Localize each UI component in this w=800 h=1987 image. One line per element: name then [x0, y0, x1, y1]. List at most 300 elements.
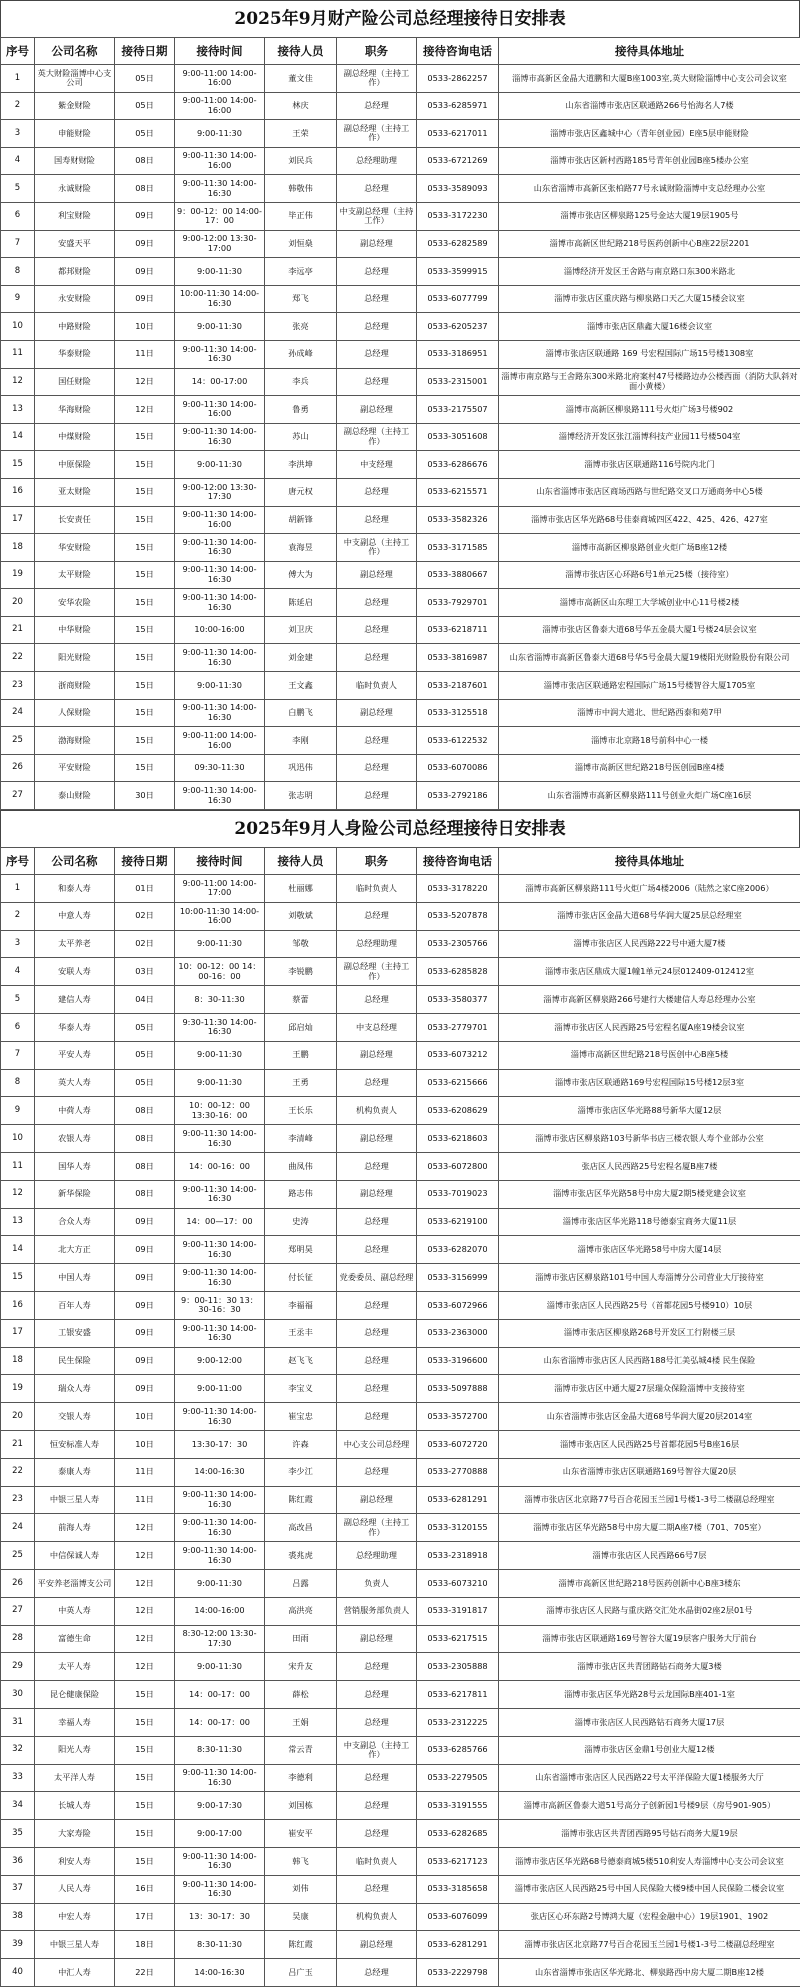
cell-phone: 0533-2187601	[417, 672, 499, 700]
cell-date: 15日	[115, 699, 175, 727]
cell-seq: 28	[1, 1625, 35, 1653]
cell-date: 05日	[115, 1069, 175, 1097]
table-row	[1, 313, 800, 341]
cell-seq: 24	[1, 699, 35, 727]
cell-position: 副总经理	[337, 1625, 417, 1653]
cell-address: 山东省淄博市张店区商场西路与世纪路交叉口万通商务中心5楼	[499, 478, 800, 506]
table-row	[1, 1736, 800, 1764]
cell-phone: 0533-6282589	[417, 230, 499, 258]
cell-time: 9:00-11:30 14:00-16:30	[175, 1403, 265, 1431]
cell-phone: 0533-3171585	[417, 534, 499, 562]
table-row	[1, 1014, 800, 1042]
column-header-position: 职务	[337, 848, 417, 875]
cell-date: 05日	[115, 1041, 175, 1069]
table-row	[1, 1041, 800, 1069]
cell-time: 9:00-11:30 14:00-16:30	[175, 1514, 265, 1542]
cell-phone: 0533-3172230	[417, 202, 499, 230]
cell-receiver: 白鹏飞	[265, 699, 337, 727]
cell-address: 淄博市张店区鼎成大厦1幢1单元24层012409-012412室	[499, 958, 800, 986]
cell-seq: 9	[1, 1097, 35, 1125]
cell-date: 16日	[115, 1875, 175, 1903]
cell-address: 淄博市高新区柳泉路266号建行大楼建信人寿总经理办公室	[499, 986, 800, 1014]
cell-date: 08日	[115, 147, 175, 175]
cell-time: 9:00-11:30	[175, 1653, 265, 1681]
table-row	[1, 478, 800, 506]
cell-time: 9:00-11:30 14:00-16:30	[175, 1486, 265, 1514]
table-row	[1, 285, 800, 313]
cell-phone: 0533-3589093	[417, 175, 499, 203]
table-row	[1, 1097, 800, 1125]
cell-position: 总经理	[337, 1403, 417, 1431]
cell-seq: 3	[1, 930, 35, 958]
cell-time: 14:00-16:30	[175, 1458, 265, 1486]
cell-company: 申能财险	[35, 120, 115, 148]
cell-phone: 0533-3191555	[417, 1792, 499, 1820]
cell-company: 前海人寿	[35, 1514, 115, 1542]
cell-company: 国任财险	[35, 368, 115, 396]
cell-address: 淄博市张店区柳泉路125号金达大厦19层1905号	[499, 202, 800, 230]
cell-phone: 0533-6208629	[417, 1097, 499, 1125]
cell-receiver: 吴康	[265, 1903, 337, 1931]
cell-seq: 10	[1, 1125, 35, 1153]
cell-phone: 0533-6215666	[417, 1069, 499, 1097]
cell-date: 15日	[115, 1708, 175, 1736]
cell-phone: 0533-6217011	[417, 120, 499, 148]
cell-receiver: 宋升友	[265, 1653, 337, 1681]
cell-position: 总经理	[337, 258, 417, 286]
cell-date: 15日	[115, 1792, 175, 1820]
table-row	[1, 506, 800, 534]
cell-phone: 0533-3580377	[417, 986, 499, 1014]
cell-date: 03日	[115, 958, 175, 986]
cell-company: 农银人寿	[35, 1125, 115, 1153]
column-header-company: 公司名称	[35, 38, 115, 65]
cell-receiver: 常云青	[265, 1736, 337, 1764]
cell-phone: 0533-3880667	[417, 561, 499, 589]
cell-address: 淄博市张店区人民西路25号中国人民保险大楼9楼中国人民保险二楼会议室	[499, 1875, 800, 1903]
cell-address: 淄博市高新区鲁泰大道51号高分子创新园1号楼9层（房号901-905）	[499, 1792, 800, 1820]
cell-receiver: 李宝义	[265, 1375, 337, 1403]
cell-time: 14：00-17:00	[175, 368, 265, 396]
cell-receiver: 韩敬伟	[265, 175, 337, 203]
cell-company: 中银三星人寿	[35, 1486, 115, 1514]
table-row	[1, 258, 800, 286]
cell-position: 临时负责人	[337, 875, 417, 903]
cell-seq: 15	[1, 1264, 35, 1292]
cell-seq: 18	[1, 534, 35, 562]
cell-seq: 2	[1, 902, 35, 930]
cell-date: 15日	[115, 1847, 175, 1875]
cell-seq: 1	[1, 65, 35, 93]
cell-address: 淄博市北京路18号前科中心一楼	[499, 727, 800, 755]
cell-position: 总经理	[337, 902, 417, 930]
cell-seq: 2	[1, 92, 35, 120]
life-table	[0, 847, 800, 1987]
cell-receiver: 吕广玉	[265, 1959, 337, 1987]
cell-company: 中荷人寿	[35, 1097, 115, 1125]
cell-seq: 8	[1, 258, 35, 286]
cell-time: 9:00-11:30 14:00-16:30	[175, 644, 265, 672]
cell-phone: 0533-3582326	[417, 506, 499, 534]
cell-company: 永安财险	[35, 285, 115, 313]
cell-company: 太平养老	[35, 930, 115, 958]
cell-receiver: 毕正伟	[265, 202, 337, 230]
cell-company: 华泰人寿	[35, 1014, 115, 1042]
cell-address: 淄博市张店区人民西路222号中通大厦7楼	[499, 930, 800, 958]
cell-time: 9:00-11:30 14:00-16:00	[175, 396, 265, 424]
cell-receiver: 刘民兵	[265, 147, 337, 175]
cell-company: 亚太财险	[35, 478, 115, 506]
cell-company: 利宝财险	[35, 202, 115, 230]
cell-date: 12日	[115, 368, 175, 396]
cell-position: 副总经理	[337, 1931, 417, 1959]
cell-address: 淄博市张店区重庆路与柳泉路口天乙大厦15楼会议室	[499, 285, 800, 313]
table-row	[1, 1430, 800, 1458]
cell-time: 9:00-11:00 14:00-17:00	[175, 875, 265, 903]
table-row	[1, 1125, 800, 1153]
cell-seq: 7	[1, 230, 35, 258]
cell-seq: 23	[1, 672, 35, 700]
table-row	[1, 423, 800, 451]
cell-phone: 0533-2305888	[417, 1653, 499, 1681]
property-table	[0, 37, 800, 810]
cell-receiver: 李福福	[265, 1291, 337, 1319]
cell-date: 05日	[115, 1014, 175, 1042]
cell-time: 9:00-11:30	[175, 930, 265, 958]
table-row	[1, 1708, 800, 1736]
cell-address: 淄博市张店区人民西路25号（首都花园5号楼910）10层	[499, 1291, 800, 1319]
cell-company: 中华财险	[35, 616, 115, 644]
cell-date: 08日	[115, 175, 175, 203]
cell-time: 14：00—17：00	[175, 1208, 265, 1236]
cell-time: 9:00-11:30 14:00-16:30	[175, 1236, 265, 1264]
cell-address: 山东省淄博市张店区人民西路22号太平洋保险大厦1楼服务大厅	[499, 1764, 800, 1792]
cell-address: 淄博市高新区金晶大道鹏和大厦B座1003室,英大财险淄博中心支公司会议室	[499, 65, 800, 93]
cell-position: 中心支公司总经理	[337, 1430, 417, 1458]
cell-phone: 0533-7019023	[417, 1180, 499, 1208]
cell-seq: 4	[1, 958, 35, 986]
cell-position: 总经理	[337, 1875, 417, 1903]
cell-time: 9:00-12:00 13:30-17:30	[175, 478, 265, 506]
table-row	[1, 1931, 800, 1959]
cell-date: 15日	[115, 672, 175, 700]
table-row	[1, 1458, 800, 1486]
cell-address: 淄博市高新区世纪路218号医创园B座4楼	[499, 754, 800, 782]
cell-company: 太平财险	[35, 561, 115, 589]
cell-receiver: 李锐鹏	[265, 958, 337, 986]
cell-position: 总经理助理	[337, 1542, 417, 1570]
cell-time: 9:00-11:00 14:00-16:00	[175, 727, 265, 755]
life-table-title: 2025年9月人身险公司总经理接待日安排表	[0, 810, 800, 847]
cell-company: 英大财险淄博中心支公司	[35, 65, 115, 93]
cell-position: 总经理	[337, 285, 417, 313]
cell-time: 9:00-11:30 14:00-16:30	[175, 699, 265, 727]
cell-phone: 0533-3196600	[417, 1347, 499, 1375]
cell-company: 恒安标准人寿	[35, 1430, 115, 1458]
table-row	[1, 1236, 800, 1264]
column-header-address: 接待具体地址	[499, 848, 800, 875]
cell-receiver: 袁海昱	[265, 534, 337, 562]
table-row	[1, 65, 800, 93]
cell-date: 09日	[115, 1208, 175, 1236]
cell-time: 9:00-17:30	[175, 1792, 265, 1820]
cell-phone: 0533-6218711	[417, 616, 499, 644]
cell-address: 淄博市高新区柳泉路111号火炬广场3号楼902	[499, 396, 800, 424]
cell-seq: 9	[1, 285, 35, 313]
table-row	[1, 1069, 800, 1097]
cell-receiver: 刘金建	[265, 644, 337, 672]
cell-company: 永诚财险	[35, 175, 115, 203]
cell-seq: 31	[1, 1708, 35, 1736]
cell-seq: 6	[1, 1014, 35, 1042]
cell-position: 负责人	[337, 1569, 417, 1597]
cell-company: 英大人寿	[35, 1069, 115, 1097]
cell-seq: 7	[1, 1041, 35, 1069]
column-header-receiver: 接待人员	[265, 38, 337, 65]
table-row	[1, 782, 800, 810]
cell-seq: 3	[1, 120, 35, 148]
cell-position: 总经理	[337, 1375, 417, 1403]
cell-seq: 11	[1, 340, 35, 368]
cell-receiver: 李洪坤	[265, 451, 337, 479]
cell-receiver: 李刚	[265, 727, 337, 755]
cell-receiver: 鲁勇	[265, 396, 337, 424]
cell-receiver: 苏山	[265, 423, 337, 451]
cell-position: 中支总经理	[337, 1014, 417, 1042]
cell-seq: 6	[1, 202, 35, 230]
cell-position: 机构负责人	[337, 1903, 417, 1931]
cell-address: 淄博市张店区金晶大道68号华润大厦25层总经理室	[499, 902, 800, 930]
table-row	[1, 902, 800, 930]
cell-address: 山东省淄博市高新区张柏路77号永诚财险淄博中支总经理办公室	[499, 175, 800, 203]
cell-phone: 0533-2792186	[417, 782, 499, 810]
cell-seq: 12	[1, 368, 35, 396]
cell-date: 10日	[115, 1403, 175, 1431]
cell-date: 15日	[115, 1764, 175, 1792]
cell-position: 机构负责人	[337, 1097, 417, 1125]
cell-position: 临时负责人	[337, 1847, 417, 1875]
cell-receiver: 崔安平	[265, 1820, 337, 1848]
cell-position: 总经理	[337, 1069, 417, 1097]
cell-seq: 18	[1, 1347, 35, 1375]
cell-time: 9:00-11:30	[175, 672, 265, 700]
cell-seq: 24	[1, 1514, 35, 1542]
cell-receiver: 吕露	[265, 1569, 337, 1597]
property-section	[0, 0, 800, 810]
cell-time: 9:00-11:30 14:00-16:30	[175, 589, 265, 617]
table-row	[1, 120, 800, 148]
cell-address: 山东省淄博市张店区人民西路188号汇美弘城4楼 民生保险	[499, 1347, 800, 1375]
table-row	[1, 754, 800, 782]
cell-phone: 0533-3120155	[417, 1514, 499, 1542]
cell-receiver: 王丞丰	[265, 1319, 337, 1347]
cell-address: 淄博市张店区人民西路钻石商务大厦17层	[499, 1708, 800, 1736]
cell-company: 北大方正	[35, 1236, 115, 1264]
table-row	[1, 699, 800, 727]
cell-time: 9:00-17:00	[175, 1820, 265, 1848]
cell-date: 09日	[115, 1264, 175, 1292]
cell-date: 09日	[115, 285, 175, 313]
cell-company: 阳光财险	[35, 644, 115, 672]
cell-phone: 0533-6282685	[417, 1820, 499, 1848]
cell-address: 淄博市高新区柳泉路创业火炬广场B座12楼	[499, 534, 800, 562]
cell-phone: 0533-6282070	[417, 1236, 499, 1264]
table-row	[1, 230, 800, 258]
cell-company: 中英人寿	[35, 1597, 115, 1625]
cell-receiver: 郑明昊	[265, 1236, 337, 1264]
cell-seq: 10	[1, 313, 35, 341]
cell-seq: 25	[1, 1542, 35, 1570]
cell-phone: 0533-2279505	[417, 1764, 499, 1792]
cell-time: 9:00-11:30 14:00-16:00	[175, 147, 265, 175]
cell-time: 10：00-12：00 14：00-16：00	[175, 958, 265, 986]
cell-date: 15日	[115, 589, 175, 617]
cell-phone: 0533-3125518	[417, 699, 499, 727]
cell-date: 15日	[115, 534, 175, 562]
cell-address: 淄博市张店区金鼎1号创业大厦12楼	[499, 1736, 800, 1764]
cell-seq: 8	[1, 1069, 35, 1097]
cell-position: 中支经理	[337, 451, 417, 479]
table-row	[1, 561, 800, 589]
cell-seq: 22	[1, 644, 35, 672]
cell-date: 09日	[115, 202, 175, 230]
cell-time: 9:00-11:30 14:00-16:30	[175, 1264, 265, 1292]
cell-receiver: 王荣	[265, 120, 337, 148]
cell-seq: 14	[1, 1236, 35, 1264]
cell-date: 09日	[115, 1347, 175, 1375]
cell-date: 08日	[115, 1125, 175, 1153]
cell-position: 副总经理	[337, 1486, 417, 1514]
cell-phone: 0533-2770888	[417, 1458, 499, 1486]
cell-seq: 19	[1, 1375, 35, 1403]
cell-time: 9:00-11:30 14:00-16:30	[175, 1180, 265, 1208]
cell-phone: 0533-3156999	[417, 1264, 499, 1292]
cell-date: 18日	[115, 1931, 175, 1959]
cell-time: 09:30-11:30	[175, 754, 265, 782]
cell-address: 淄博市张店区柳泉路103号新华书店三楼农银人寿个业部办公室	[499, 1125, 800, 1153]
cell-time: 9:00-11:30 14:00-16:30	[175, 1875, 265, 1903]
cell-company: 中路财险	[35, 313, 115, 341]
cell-seq: 35	[1, 1820, 35, 1848]
cell-receiver: 刘敬斌	[265, 902, 337, 930]
cell-seq: 14	[1, 423, 35, 451]
table-row	[1, 1180, 800, 1208]
cell-company: 泰山财险	[35, 782, 115, 810]
cell-seq: 1	[1, 875, 35, 903]
cell-seq: 15	[1, 451, 35, 479]
cell-date: 05日	[115, 92, 175, 120]
cell-phone: 0533-3572700	[417, 1403, 499, 1431]
cell-time: 14:00-16:30	[175, 1959, 265, 1987]
cell-company: 浙商财险	[35, 672, 115, 700]
cell-address: 淄博市张店区人民西路25号宏程名厦A座19楼会议室	[499, 1014, 800, 1042]
cell-date: 08日	[115, 1097, 175, 1125]
column-header-phone: 接待咨询电话	[417, 848, 499, 875]
cell-receiver: 路志伟	[265, 1180, 337, 1208]
cell-company: 平安人寿	[35, 1041, 115, 1069]
cell-time: 8:30-12:00 13:30-17:30	[175, 1625, 265, 1653]
cell-time: 14：00-17：00	[175, 1708, 265, 1736]
cell-company: 工银安盛	[35, 1319, 115, 1347]
table-row	[1, 644, 800, 672]
cell-receiver: 韩飞	[265, 1847, 337, 1875]
cell-receiver: 崔宝忠	[265, 1403, 337, 1431]
cell-receiver: 蔡蕾	[265, 986, 337, 1014]
cell-position: 中支副总（主持工作）	[337, 534, 417, 562]
cell-phone: 0533-6215571	[417, 478, 499, 506]
cell-time: 9:00-11:30 14:00-16:30	[175, 782, 265, 810]
cell-position: 总经理	[337, 1153, 417, 1181]
cell-date: 15日	[115, 616, 175, 644]
cell-date: 09日	[115, 1236, 175, 1264]
cell-phone: 0533-2305766	[417, 930, 499, 958]
cell-seq: 17	[1, 506, 35, 534]
cell-phone: 0533-3185658	[417, 1875, 499, 1903]
cell-date: 12日	[115, 1597, 175, 1625]
cell-time: 9:30-11:30 14:00-16:30	[175, 1014, 265, 1042]
table-row	[1, 1820, 800, 1848]
cell-receiver: 王娟	[265, 1708, 337, 1736]
cell-receiver: 付长征	[265, 1264, 337, 1292]
cell-phone: 0533-6076099	[417, 1903, 499, 1931]
cell-address: 淄博市张店区鑫城中心（青年创业园）E座5层申能财险	[499, 120, 800, 148]
cell-position: 副总经理	[337, 1125, 417, 1153]
cell-address: 淄博市高新区山东理工大学城创业中心11号楼2楼	[499, 589, 800, 617]
cell-phone: 0533-6285766	[417, 1736, 499, 1764]
cell-receiver: 刘伟	[265, 1875, 337, 1903]
life-header-row	[1, 848, 800, 875]
cell-address: 淄博市高新区柳泉路111号火炬广场4楼2006（陆然之家C座2006）	[499, 875, 800, 903]
cell-address: 淄博市南京路与王舍路东300米路北府案村47号楼路边办公楼西面（消防大队斜对面小黄楼）	[499, 368, 800, 396]
cell-address: 淄博市张店区华光路118号德泰宝商务大厦11层	[499, 1208, 800, 1236]
cell-receiver: 陈红霞	[265, 1486, 337, 1514]
cell-receiver: 李远亭	[265, 258, 337, 286]
table-row	[1, 1903, 800, 1931]
cell-address: 淄博市张店区联通路宏程国际广场15号楼智谷大厦1705室	[499, 672, 800, 700]
cell-phone: 0533-2363000	[417, 1319, 499, 1347]
cell-time: 9:00-11:30 14:00-16:30	[175, 1847, 265, 1875]
cell-company: 人保财险	[35, 699, 115, 727]
property-table-title: 2025年9月财产险公司总经理接待日安排表	[0, 0, 800, 37]
cell-seq: 12	[1, 1180, 35, 1208]
cell-time: 9:00-11:30	[175, 451, 265, 479]
cell-company: 昆仑健康保险	[35, 1681, 115, 1709]
table-row	[1, 451, 800, 479]
cell-position: 总经理	[337, 92, 417, 120]
cell-receiver: 王长乐	[265, 1097, 337, 1125]
cell-date: 09日	[115, 1291, 175, 1319]
column-header-seq: 序号	[1, 38, 35, 65]
table-row	[1, 1542, 800, 1570]
cell-date: 15日	[115, 423, 175, 451]
cell-address: 淄博市张店区柳泉路268号开发区工行附楼三层	[499, 1319, 800, 1347]
cell-position: 副总经理	[337, 561, 417, 589]
cell-position: 营销服务部负责人	[337, 1597, 417, 1625]
cell-address: 淄博市张店区华光路68号德泰商城5楼510利安人寿淄博中心支公司会议室	[499, 1847, 800, 1875]
cell-company: 交银人寿	[35, 1403, 115, 1431]
column-header-time: 接待时间	[175, 848, 265, 875]
cell-date: 09日	[115, 230, 175, 258]
cell-phone: 0533-2318918	[417, 1542, 499, 1570]
table-row	[1, 589, 800, 617]
cell-address: 淄博市张店区北京路77号百合花园玉兰园1号楼1-3号二楼副总经理室	[499, 1931, 800, 1959]
cell-address: 山东省淄博市张店区联通路266号怡海名人7楼	[499, 92, 800, 120]
cell-time: 9:00-11:30 14:00-16:30	[175, 534, 265, 562]
cell-date: 11日	[115, 340, 175, 368]
table-row	[1, 958, 800, 986]
cell-receiver: 曲凤伟	[265, 1153, 337, 1181]
cell-phone: 0533-3051608	[417, 423, 499, 451]
